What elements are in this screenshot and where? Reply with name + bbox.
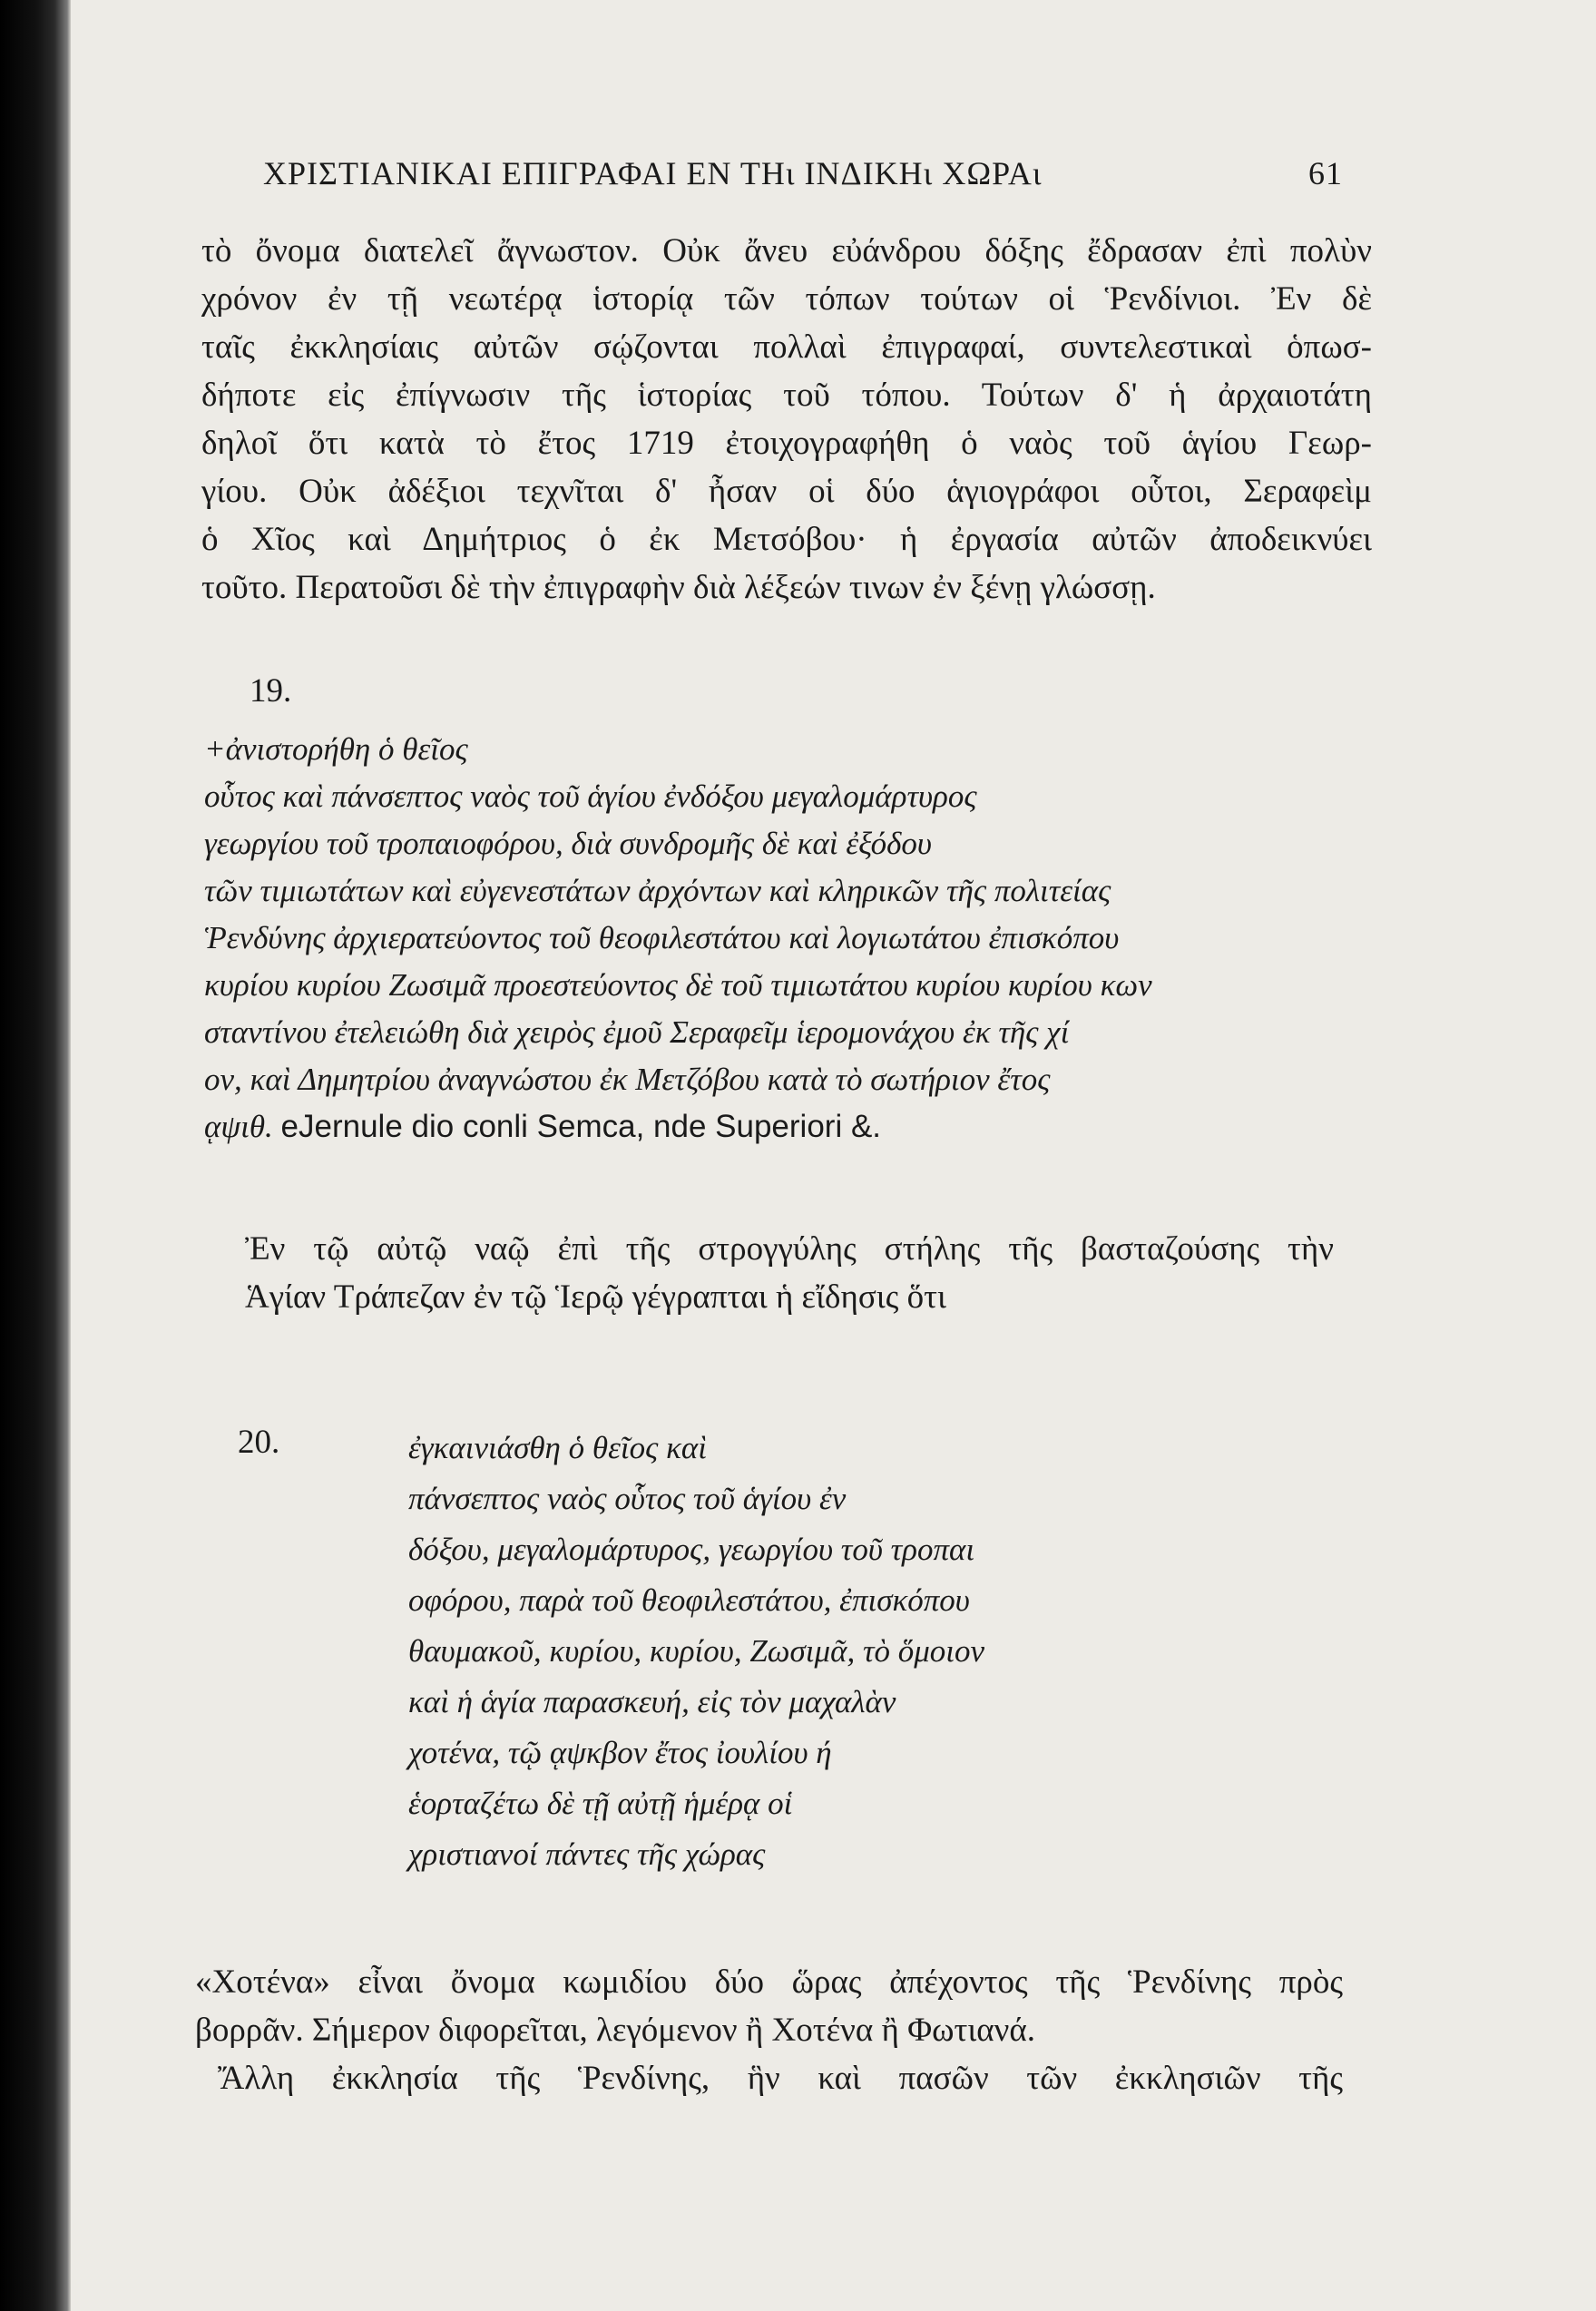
inscription-line: +ἀνιστορήθη ὁ θεῖος: [204, 731, 468, 767]
text-line: ταῖς ἐκκλησίαις αὐτῶν σῴζονται πολλαὶ ἐπιγραφαί, συντελεστικαὶ ὁπωσ-: [201, 328, 1372, 366]
running-header: [263, 154, 1343, 200]
text-line: τὸ ὄνομα διατελεῖ ἄγνωστον. Οὐκ ἄνευ εὐάνδρου δόξης ἔδρασαν ἐπὶ πολὺν: [201, 232, 1372, 269]
inscription-20: [408, 1423, 984, 1880]
text-line: δηλοῖ ὅτι κατὰ τὸ ἔτος 1719 ἐτοιχογραφήθη ὁ ναὸς τοῦ ἁγίου Γεωρ-: [201, 425, 1372, 462]
closing-paragraph: [195, 1958, 1343, 2102]
inscription-line: θαυμακοῦ, κυρίου, κυρίου, Ζωσιμᾶ, τὸ ὅμοιον: [408, 1633, 985, 1669]
text-line: γίου. Οὐκ ἀδέξιοι τεχνῖται δ' ἦσαν οἱ δύο ἁγιογράφοι οὗτοι, Σεραφεὶμ: [201, 473, 1372, 510]
inscription-line: χριστιανοί πάντες τῆς χώρας: [408, 1836, 766, 1872]
inscription-line: οφόρου, παρὰ τοῦ θεοφιλεστάτου, ἐπισκόπου: [408, 1582, 970, 1618]
inscription-line: οὗτος καὶ πάνσεπτος ναὸς τοῦ ἁγίου ἐνδόξου μεγαλομάρτυρος: [204, 778, 977, 814]
inscription-line: ἑορταζέτω δὲ τῇ αὐτῇ ἡμέρᾳ οἱ: [408, 1786, 793, 1821]
inscription-line: [204, 1103, 1152, 1151]
inscription-line: δόξου, μεγαλομάρτυρος, γεωργίου τοῦ τροπαι: [408, 1532, 975, 1567]
text-line: δήποτε εἰς ἐπίγνωσιν τῆς ἱστορίας τοῦ τόπου. Τούτων δ' ἡ ἀρχαιοτάτη: [201, 377, 1372, 414]
inscription-number: 20.: [238, 1424, 280, 1461]
text-line: βορρᾶν. Σήμερον διφορεῖται, λεγόμενον ἢ Χοτένα ἢ Φωτιανά.: [195, 2012, 1036, 2049]
intro-paragraph: [201, 227, 1372, 612]
inscription-line: Ῥενδύνης ἀρχιερατεύοντος τοῦ θεοφιλεστάτου καὶ λογιωτάτου ἐπισκόπου: [204, 920, 1120, 955]
text-line: Ἄλλη ἐκκλησία τῆς Ῥενδίνης, ἣν καὶ πασῶν τῶν ἐκκλησιῶν τῆς: [218, 2060, 1343, 2097]
text-line: τοῦτο. Περατοῦσι δὲ τὴν ἐπιγραφὴν διὰ λέξεών τινων ἐν ξένῃ γλώσσῃ.: [201, 569, 1156, 606]
text-line: ὁ Χῖος καὶ Δημήτριος ὁ ἐκ Μετσόβου· ἡ ἐργασία αὐτῶν ἀποδεικνύει: [201, 521, 1372, 558]
inscription-line: πάνσεπτος ναὸς οὗτος τοῦ ἁγίου ἐν: [408, 1481, 847, 1516]
inscription-number: 19.: [250, 672, 292, 710]
inscription-line: γεωργίου τοῦ τροπαιοφόρου, διὰ συνδρομῆς δὲ καὶ ἐξόδου: [204, 826, 932, 861]
middle-paragraph: [245, 1225, 1334, 1321]
inscription-line: ἐγκαινιάσθη ὁ θεῖος καὶ: [408, 1430, 707, 1465]
inscription-line: ον, καὶ Δημητρίου ἀναγνώστου ἐκ Μετζόβου κατὰ τὸ σωτήριον ἔτος: [204, 1062, 1051, 1097]
header-title: ΧΡΙΣΤΙΑΝΙΚΑΙ ΕΠΙΓΡΑΦΑΙ ΕΝ ΤΗι ΙΝΔΙΚΗι ΧΩΡΑι: [263, 155, 1043, 191]
text-line: Ἐν τῷ αὐτῷ ναῷ ἐπὶ τῆς στρογγύλης στήλης τῆς βασταζούσης τὴν: [245, 1230, 1334, 1268]
text-line: «Χοτένα» εἶναι ὄνομα κωμιδίου δύο ὥρας ἀπέχοντος τῆς Ῥενδίνης πρὸς: [195, 1963, 1343, 2001]
inscription-line: χοτένα, τῷ ᾳψκβον ἔτος ἰουλίου ή: [408, 1735, 832, 1770]
latin-phrase: eJernule dio conli Semca, nde Superiori &.: [280, 1109, 882, 1144]
inscription-line: καὶ ἡ ἁγία παρασκευή, εἰς τὸν μαχαλὰν: [408, 1684, 896, 1719]
inscription-line: κυρίου κυρίου Ζωσιμᾶ προεστεύοντος δὲ τοῦ τιμιωτάτου κυρίου κυρίου κων: [204, 967, 1152, 1003]
inscription-19: [204, 726, 1152, 1151]
inscription-line: τῶν τιμιωτάτων καὶ εὐγενεστάτων ἀρχόντων καὶ κληρικῶν τῆς πολιτείας: [204, 873, 1111, 908]
text-line: Ἁγίαν Τράπεζαν ἐν τῷ Ἱερῷ γέγραπται ἡ εἴδησις ὅτι: [245, 1278, 946, 1316]
page-number: 61: [1308, 155, 1343, 191]
text-line: χρόνον ἐν τῇ νεωτέρᾳ ἱστορίᾳ τῶν τόπων τούτων οἱ Ῥενδίνιοι. Ἐν δὲ: [201, 280, 1372, 318]
inscription-date: ᾳψιθ.: [204, 1109, 273, 1144]
inscription-line: σταντίνου ἐτελειώθη διὰ χειρὸς ἐμοῦ Σεραφεῖμ ἱερομονάχου ἐκ τῆς χί: [204, 1014, 1070, 1050]
binding-shadow: [0, 0, 71, 2311]
